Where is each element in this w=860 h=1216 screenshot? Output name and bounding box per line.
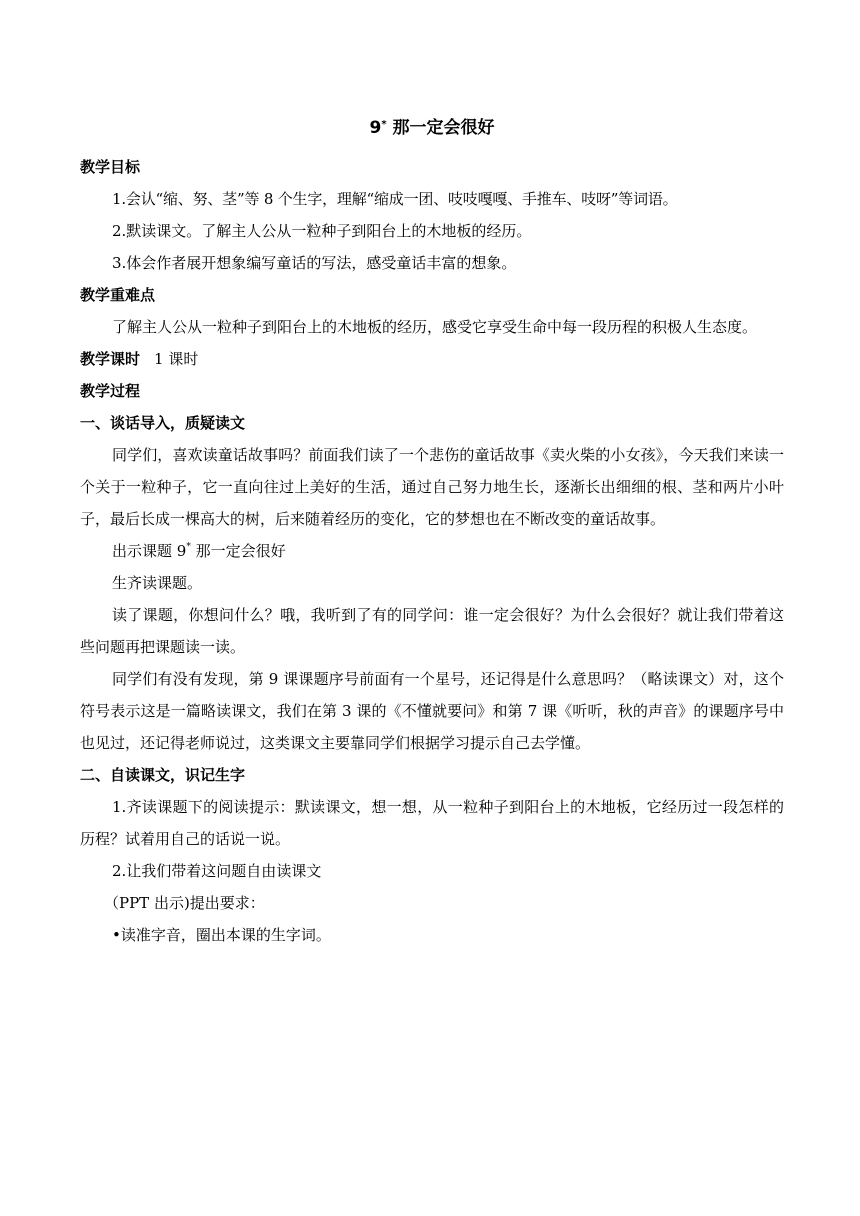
part1-paragraph: 同学们，喜欢读童话故事吗？前面我们读了一个悲伤的童话故事《卖火柴的小女孩》，今天我们来读一个关于一粒种子，它一直向往过上美好的生活，通过自己努力地生长，逐渐长出细细的根、茎和两片小叶子，最后长成一棵高大的树，后来随着经历的变化，它的梦想也在不断改变的童话故事。: [80, 446, 784, 528]
part2-paragraph: （PPT 出示)提出要求：: [104, 894, 265, 912]
class-hours-line: [80, 343, 784, 375]
class-hours-heading: 教学课时: [80, 350, 141, 368]
part1-heading: 一、谈话导入，质疑读文: [80, 414, 246, 432]
part1-paragraph: 读了课题，你想问什么？哦，我听到了有的同学问：谁一定会很好？为什么会很好？就让我们带着这些问题再把课题读一读。: [80, 606, 784, 656]
goal-item: 1.会认“缩、努、茎”等 8 个生字，理解“缩成一团、吱吱嘎嘎、手推车、吱呀”等词语。: [112, 190, 678, 208]
goal-item: 3.体会作者展开想象编写童话的写法，感受童话丰富的想象。: [112, 254, 517, 272]
goals-heading: 教学目标: [80, 158, 141, 176]
class-hours-value: 1 课时: [154, 350, 199, 368]
title-number: 9: [369, 118, 382, 138]
part2-heading: 二、自读课文，识记生字: [80, 766, 246, 784]
document-body: [80, 151, 784, 951]
title-text: 那一定会很好: [386, 118, 495, 138]
title-star: *: [381, 119, 387, 130]
topic-star: *: [186, 542, 191, 552]
key-points-text: 了解主人公从一粒种子到阳台上的木地板的经历，感受它享受生命中每一段历程的积极人生态度。: [112, 318, 758, 336]
key-points-heading: 教学重难点: [80, 286, 156, 304]
part2-bullet: •读准字音，圈出本课的生字词。: [112, 926, 331, 944]
lesson-title: [80, 118, 784, 138]
topic-suffix: 那一定会很好: [190, 542, 286, 560]
process-heading: 教学过程: [80, 382, 141, 400]
part2-paragraph: 1.齐读课题下的阅读提示：默读课文，想一想，从一粒种子到阳台上的木地板，它经历过一段怎样的历程？试着用自己的话说一说。: [80, 798, 784, 848]
topic-prefix: 出示课题 9: [112, 542, 187, 560]
part1-paragraph: 同学们有没有发现，第 9 课课题序号前面有一个星号，还记得是什么意思吗？（略读课文）对，这个符号表示这是一篇略读课文，我们在第 3 课的《不懂就要问》和第 7 课《听听，秋的声音》的课题序号中也见过，还记得老师说过，这类课文主要靠同学们根据学习提示自己去学懂。: [80, 670, 784, 752]
goal-item: 2.默读课文。了解主人公从一粒种子到阳台上的木地板的经历。: [112, 222, 532, 240]
part2-paragraph: 2.让我们带着这问题自由读课文: [112, 862, 322, 880]
part1-topic-line: [80, 535, 784, 567]
part1-paragraph: 生齐读课题。: [112, 574, 203, 592]
